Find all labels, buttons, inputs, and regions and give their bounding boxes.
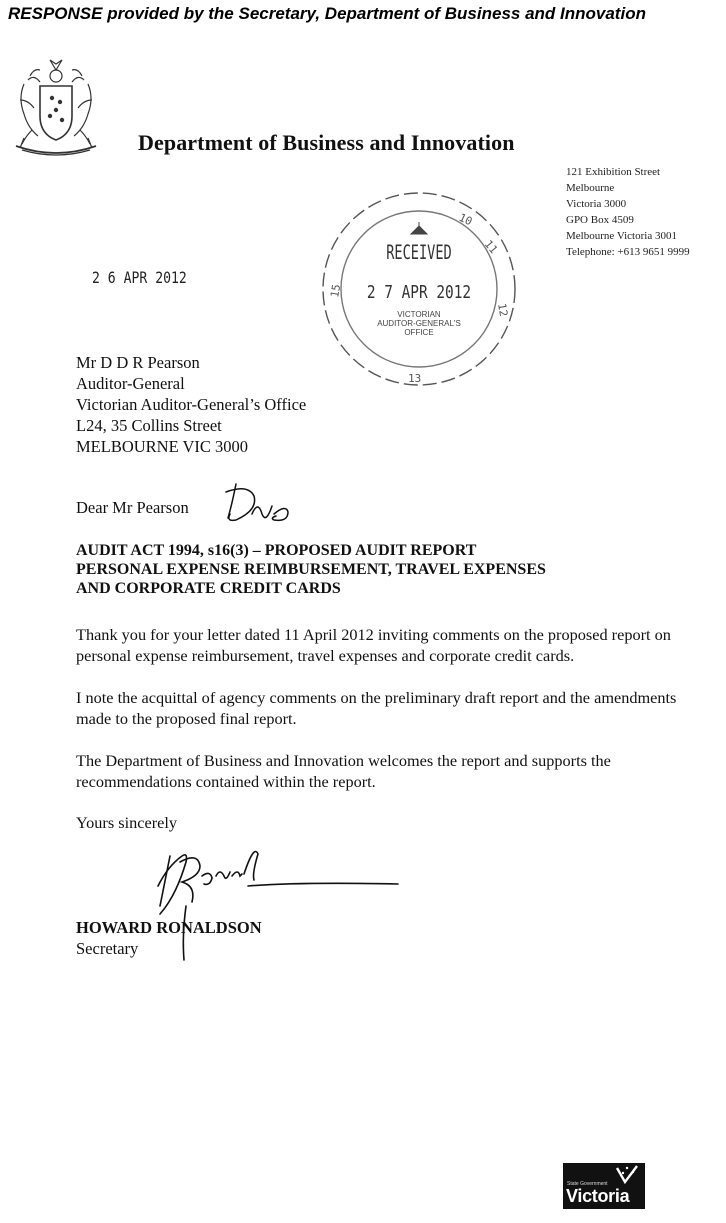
closing: Yours sincerely (76, 813, 178, 832)
address-line: Melbourne (566, 182, 615, 194)
recipient-line: L24, 35 Collins Street (76, 416, 222, 435)
victoria-logo-word: Victoria (566, 1186, 630, 1206)
signature-icon (140, 846, 402, 962)
received-stamp-title: RECEIVED (386, 240, 452, 264)
recipient-address (76, 352, 306, 457)
received-stamp-office-line: OFFICE (404, 328, 434, 337)
victoria-tick-icon (613, 1164, 643, 1186)
salutation: Dear Mr Pearson (76, 498, 189, 517)
body-paragraph: Thank you for your letter dated 11 April 2012 inviting comments on the proposed report on personal expense reimbursement, travel expenses and corporate credit cards. (76, 625, 671, 665)
victoria-logo-small-text: State Government (567, 1181, 608, 1187)
svg-text:11: 11 (481, 237, 501, 257)
received-stamp-office-line: AUDITOR-GENERAL'S (377, 319, 461, 328)
crown-icon (411, 222, 427, 234)
address-line: Melbourne Victoria 3001 (566, 230, 677, 242)
response-banner: RESPONSE provided by the Secretary, Department of Business and Innovation (8, 4, 646, 23)
svg-text:13: 13 (408, 372, 422, 385)
handwritten-initials-icon (212, 470, 304, 534)
body-paragraph: I note the acquittal of agency comments on the preliminary draft report and the amendments made to the proposed final report. (76, 688, 677, 728)
address-line: Telephone: +613 9651 9999 (566, 246, 690, 258)
recipient-line: Mr D D R Pearson (76, 353, 200, 372)
department-title: Department of Business and Innovation (138, 130, 515, 155)
body-paragraph: The Department of Business and Innovation welcomes the report and supports the recommendations contained within the report. (76, 751, 611, 791)
address-line: GPO Box 4509 (566, 214, 634, 226)
subject-heading (76, 541, 546, 598)
received-stamp-office-line: VICTORIAN (397, 310, 441, 319)
department-address (566, 164, 690, 260)
recipient-line: Auditor-General (76, 374, 185, 393)
coat-of-arms-icon (10, 50, 102, 162)
signer-title: Secretary (76, 939, 139, 958)
received-stamp (316, 186, 522, 392)
victoria-logo (563, 1163, 645, 1209)
subject-line: AUDIT ACT 1994, s16(3) – PROPOSED AUDIT REPORT (76, 542, 477, 559)
svg-text:10: 10 (456, 210, 475, 229)
address-line: Victoria 3000 (566, 198, 627, 210)
recipient-line: Victorian Auditor-General’s Office (76, 395, 307, 414)
received-stamp-date: 2 7 APR 2012 (366, 281, 472, 303)
subject-line: PERSONAL EXPENSE REIMBURSEMENT, TRAVEL EXPENSES (76, 561, 546, 578)
letter-date-stamp: 2 6 APR 2012 (92, 268, 187, 287)
svg-text:15: 15 (328, 283, 344, 299)
svg-text:12: 12 (495, 302, 511, 318)
recipient-line: MELBOURNE VIC 3000 (76, 437, 249, 456)
address-line: 121 Exhibition Street (566, 166, 661, 178)
subject-line: AND CORPORATE CREDIT CARDS (76, 580, 341, 597)
signer-name: HOWARD RONALDSON (76, 918, 262, 937)
